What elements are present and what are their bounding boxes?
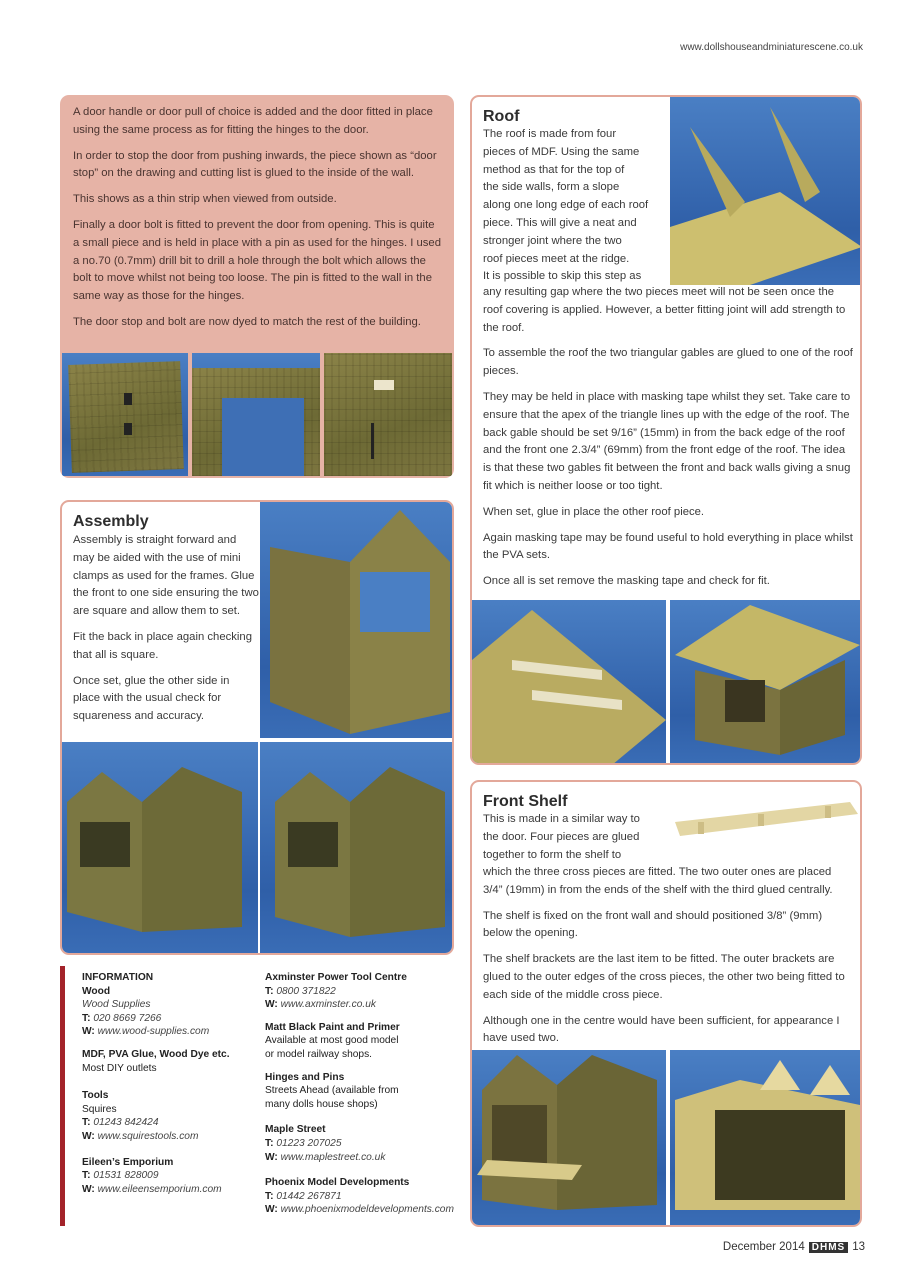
tel-label: T: [265,985,274,997]
tel-label: T: [265,1137,274,1149]
roof-photo-2 [472,600,666,765]
paragraph: To assemble the roof the two triangular gables are glued to one of the roof pieces. [483,347,853,378]
paragraph: The door stop and bolt are now dyed to match the rest of the building. [73,315,421,328]
supplier-name: Wood [82,985,111,997]
shelf-photo [670,800,860,840]
section-title: Roof [483,108,520,125]
text-line: piece. This will give a neat and [483,216,637,229]
paragraph: Although one in the centre would have been sufficient, for appearance I have used two. [483,1014,840,1045]
supplier-desc: Available at most good model [265,1035,399,1047]
supplier-name: Tools [82,1090,109,1102]
page-footer [640,1241,865,1253]
supplier-name: Eileen’s Emporium [82,1156,174,1168]
shelf-photo-2 [472,1050,666,1227]
supplier-desc: or model railway shops. [265,1048,373,1060]
supplier-name: Maple Street [265,1124,326,1136]
paragraph: Fit the back in place again checking that all is square. [73,630,252,661]
info-heading: INFORMATION [82,972,154,983]
paragraph: When set, glue in place the other roof piece. [483,505,705,518]
text-line: pieces of MDF. Using the same [483,145,640,158]
supplier-tel: 020 8669 7266 [93,1012,162,1024]
assembly-photo-3 [260,742,454,955]
supplier-name: Hinges and Pins [265,1071,345,1083]
paragraph: The shelf is fixed on the front wall and should positioned 3/8” (9mm) below the opening. [483,909,823,940]
supplier-tel: 01243 842424 [93,1117,159,1129]
text-line: method as that for the top of [483,163,625,176]
paragraph: Assembly is straight forward and may be aided with the use of mini clamps as used for the frames. Glue the front to one side ensuring the two are square and allow them to set. [73,534,259,618]
door-panel [60,95,454,478]
text-line: This is made in a similar way to [483,813,640,825]
issue-date: December 2014 [722,1241,805,1253]
supplier-web-link[interactable]: www.squirestools.com [97,1130,199,1142]
section-title: Front Shelf [483,793,568,810]
text-line: stronger joint where the two [483,234,622,247]
text-line: together to form the shelf to [483,848,622,861]
web-label: W: [265,1204,278,1216]
tel-label: T: [82,1012,91,1024]
door-photo-1 [62,353,188,476]
page-number: 13 [852,1241,865,1253]
web-label: W: [82,1183,95,1195]
paragraph: In order to stop the door from pushing inwards, the piece shown as “door stop” on the drawing and cutting list is glued to the inside of the wall. [73,149,437,180]
paragraph: any resulting gap where the two pieces meet will not be seen once the roof covering is applied. However, a better fitting joint will add strength to the roof. [483,286,846,334]
web-label: W: [265,999,278,1011]
tel-label: T: [82,1170,91,1182]
supplier-web-link[interactable]: www.eileensemporium.com [97,1183,222,1195]
supplier-tel: 01442 267871 [276,1190,342,1202]
supplier-desc: Most DIY outlets [82,1062,157,1074]
supplier-desc: many dolls house shops) [265,1098,378,1110]
supplier-web-link[interactable]: www.axminster.co.uk [280,999,376,1011]
supplier-tel: 01223 207025 [276,1137,342,1149]
assembly-panel [60,500,454,955]
site-url: www.dollshouseandminiaturescene.co.uk [680,42,863,53]
magazine-logo: DHMS [809,1242,848,1253]
roof-photo-1 [670,97,862,285]
text-line: the side walls, form a slope [483,181,620,194]
wall-assembly-illustration [260,502,454,738]
door-photo-2 [192,353,320,476]
paragraph: Once set, glue the other side in place with the usual check for squareness and accuracy. [73,674,230,723]
text-line: The roof is made from four [483,128,617,140]
supplier-web-link[interactable]: www.phoenixmodeldevelopments.com [280,1204,454,1216]
supplier-web-link[interactable]: www.maplestreet.co.uk [280,1151,386,1163]
supplier-name: MDF, PVA Glue, Wood Dye etc. [82,1048,230,1060]
assembly-photo-1 [260,502,454,738]
supplier-desc: Squires [82,1103,117,1115]
web-label: W: [82,1026,95,1038]
web-label: W: [82,1130,95,1142]
supplier-web-link[interactable]: www.wood-supplies.com [97,1026,210,1038]
supplier-name: Phoenix Model Developments [265,1177,410,1189]
paragraph: which the three cross pieces are fitted. The two outer ones are placed 3/4” (19mm) in from the ends of the shelf with the third glued centrally. [483,866,833,896]
paragraph: Again masking tape may be found useful to hold everything in place whilst the PVA sets. [483,531,853,562]
shelf-photo-3 [670,1050,862,1227]
text-line: the door. Four pieces are glued [483,830,640,843]
info-accent-bar [60,966,65,1226]
assembly-photo-2 [62,742,258,955]
supplier-tel: 0800 371822 [276,985,336,997]
supplier-tel: 01531 828009 [93,1170,159,1182]
paragraph: This shows as a thin strip when viewed from outside. [73,193,337,206]
door-photo-3 [324,353,452,476]
paragraph: Finally a door bolt is fitted to prevent the door from opening. This is quite a small piece and is held in place with a pin as used for the hinges. I used a no.70 (0.7mm) drill bit to drill a hole through the bolt which allows the bolt to move whilst not being too loose. The pin is fitted to the wall in the same way as those for the hinges. [73,218,441,303]
text-line: along one long edge of each roof [483,199,649,212]
tel-label: T: [82,1117,91,1129]
supplier-desc: Wood Supplies [82,999,151,1011]
tel-label: T: [265,1190,274,1202]
supplier-name: Matt Black Paint and Primer [265,1021,400,1033]
roof-panel [470,95,862,765]
paragraph: A door handle or door pull of choice is added and the door fitted in place using the same process as for fitting the hinges to the door. [73,106,433,136]
section-title: Assembly [73,513,149,530]
supplier-name: Axminster Power Tool Centre [265,972,407,983]
front-shelf-panel [470,780,862,1227]
text-line: It is possible to skip this step as [483,270,642,283]
roof-photo-3 [670,600,862,765]
paragraph: They may be held in place with masking tape whilst they set. Take care to ensure that the apex of the triangle lines up with the edge of the roof. The back gable should be set 9/16” (15mm) in from the back edge of the roof and the front one 2.3/4” (69mm) from the front edge of the roof. The idea is that these two gables fit between the front and back walls giving a snug fit which is neither loose or too tight. [483,390,851,492]
paragraph: Once all is set remove the masking tape and check for fit. [483,575,770,588]
information-box [60,966,460,1226]
paragraph: The shelf brackets are the last item to be fitted. The outer brackets are glued to the outer edges of the cross pieces, the other two being fitted to each side of the middle cross piece. [483,953,845,1001]
text-line: roof pieces meet at the ridge. [483,252,630,265]
web-label: W: [265,1151,278,1163]
supplier-desc: Streets Ahead (available from [265,1085,399,1097]
